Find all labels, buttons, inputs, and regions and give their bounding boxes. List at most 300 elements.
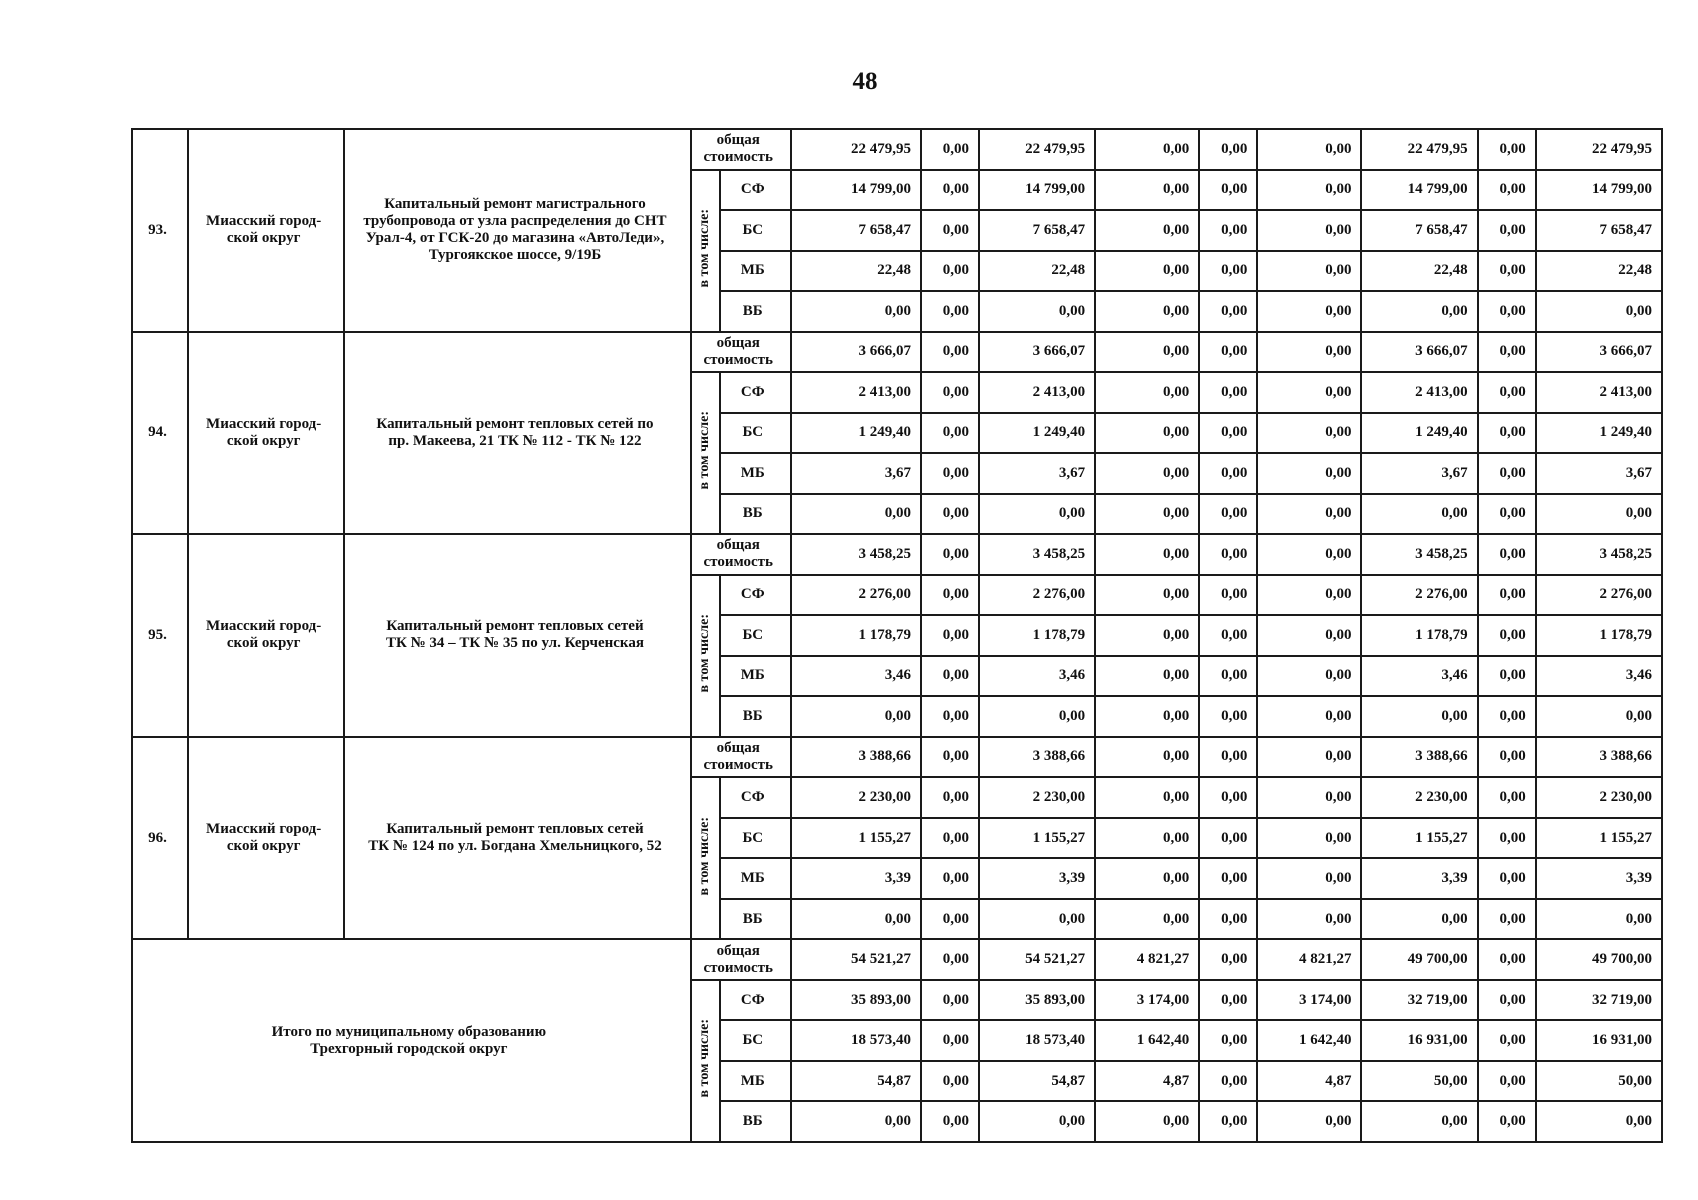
source-label: СФ xyxy=(720,980,791,1021)
value-cell: 0,00 xyxy=(1095,1101,1199,1142)
value-cell: 0,00 xyxy=(1257,615,1361,656)
value-cell: 0,00 xyxy=(1478,453,1536,494)
value-cell: 0,00 xyxy=(921,372,979,413)
project-description-line: ТК № 124 по ул. Богдана Хмельницкого, 52 xyxy=(368,838,662,855)
table-row xyxy=(132,534,1662,575)
total-label-line: Итого по муниципальному образованию xyxy=(271,1023,547,1040)
value-cell: 2 230,00 xyxy=(979,777,1095,818)
value-cell: 0,00 xyxy=(1478,372,1536,413)
value-cell: 0,00 xyxy=(1257,858,1361,899)
value-cell: 2 230,00 xyxy=(1536,777,1662,818)
source-label: БС xyxy=(720,210,791,251)
value-cell: 54 521,27 xyxy=(979,939,1095,980)
including-text: в том числе: xyxy=(696,411,712,490)
value-cell: 0,00 xyxy=(1199,494,1257,535)
municipality-line: ской округ xyxy=(226,635,301,652)
value-cell: 0,00 xyxy=(1478,615,1536,656)
project-description-line: Капитальный ремонт магистрального xyxy=(384,196,646,213)
source-label: ВБ xyxy=(720,899,791,940)
project-description-line: ТК № 34 – ТК № 35 по ул. Керченская xyxy=(385,635,644,652)
value-cell: 0,00 xyxy=(1257,453,1361,494)
value-cell: 0,00 xyxy=(921,291,979,332)
value-cell: 7 658,47 xyxy=(979,210,1095,251)
value-cell: 0,00 xyxy=(1199,615,1257,656)
value-cell: 0,00 xyxy=(1478,170,1536,211)
value-cell: 2 413,00 xyxy=(1361,372,1477,413)
value-cell: 32 719,00 xyxy=(1536,980,1662,1021)
value-cell: 0,00 xyxy=(1361,899,1477,940)
value-cell: 0,00 xyxy=(921,1061,979,1102)
value-cell: 0,00 xyxy=(1199,251,1257,292)
value-cell: 0,00 xyxy=(1536,494,1662,535)
value-cell: 1 249,40 xyxy=(979,413,1095,454)
source-label: БС xyxy=(720,818,791,859)
value-cell: 0,00 xyxy=(921,575,979,616)
value-cell: 0,00 xyxy=(1478,494,1536,535)
value-cell: 0,00 xyxy=(979,899,1095,940)
value-cell: 0,00 xyxy=(979,696,1095,737)
value-cell: 22,48 xyxy=(791,251,921,292)
value-cell: 50,00 xyxy=(1361,1061,1477,1102)
project-description xyxy=(344,332,690,535)
value-cell: 3 666,07 xyxy=(1361,332,1477,373)
value-cell: 3,67 xyxy=(979,453,1095,494)
value-cell: 22 479,95 xyxy=(1536,129,1662,170)
value-cell: 22 479,95 xyxy=(1361,129,1477,170)
value-cell: 1 249,40 xyxy=(791,413,921,454)
value-cell: 0,00 xyxy=(1478,1101,1536,1142)
value-cell: 0,00 xyxy=(921,534,979,575)
total-row xyxy=(132,939,1662,980)
value-cell: 22 479,95 xyxy=(791,129,921,170)
value-cell: 1 642,40 xyxy=(1257,1020,1361,1061)
value-cell: 0,00 xyxy=(1199,1061,1257,1102)
value-cell: 2 413,00 xyxy=(1536,372,1662,413)
value-cell: 54,87 xyxy=(979,1061,1095,1102)
project-index: 96. xyxy=(132,737,188,940)
value-cell: 2 276,00 xyxy=(791,575,921,616)
project-description xyxy=(344,737,690,940)
value-cell: 0,00 xyxy=(1199,291,1257,332)
value-cell: 0,00 xyxy=(1478,413,1536,454)
value-cell: 0,00 xyxy=(1199,737,1257,778)
value-cell: 0,00 xyxy=(921,413,979,454)
value-cell: 1 178,79 xyxy=(1361,615,1477,656)
value-cell: 0,00 xyxy=(1478,858,1536,899)
value-cell: 0,00 xyxy=(1199,575,1257,616)
value-cell: 0,00 xyxy=(1199,1020,1257,1061)
value-cell: 0,00 xyxy=(1095,615,1199,656)
value-cell: 0,00 xyxy=(1257,656,1361,697)
value-cell: 0,00 xyxy=(1478,818,1536,859)
value-cell: 3 458,25 xyxy=(791,534,921,575)
source-label: ВБ xyxy=(720,494,791,535)
value-cell: 3,46 xyxy=(791,656,921,697)
value-cell: 4,87 xyxy=(1095,1061,1199,1102)
value-cell: 0,00 xyxy=(1257,210,1361,251)
value-cell: 32 719,00 xyxy=(1361,980,1477,1021)
value-cell: 0,00 xyxy=(1478,575,1536,616)
value-cell: 2 276,00 xyxy=(1361,575,1477,616)
value-cell: 0,00 xyxy=(1095,777,1199,818)
value-cell: 0,00 xyxy=(1257,129,1361,170)
value-cell: 0,00 xyxy=(1199,777,1257,818)
value-cell: 0,00 xyxy=(1095,696,1199,737)
value-cell: 14 799,00 xyxy=(979,170,1095,211)
value-cell: 0,00 xyxy=(791,494,921,535)
value-cell: 0,00 xyxy=(1257,696,1361,737)
value-cell: 4 821,27 xyxy=(1095,939,1199,980)
project-index: 95. xyxy=(132,534,188,737)
value-cell: 0,00 xyxy=(1478,1061,1536,1102)
value-cell: 0,00 xyxy=(1095,413,1199,454)
value-cell: 2 413,00 xyxy=(979,372,1095,413)
value-cell: 0,00 xyxy=(1257,372,1361,413)
value-cell: 1 155,27 xyxy=(791,818,921,859)
value-cell: 0,00 xyxy=(791,291,921,332)
value-cell: 0,00 xyxy=(1361,1101,1477,1142)
value-cell: 0,00 xyxy=(1257,1101,1361,1142)
value-cell: 0,00 xyxy=(1199,413,1257,454)
value-cell: 0,00 xyxy=(979,1101,1095,1142)
value-cell: 0,00 xyxy=(921,980,979,1021)
value-cell: 3,39 xyxy=(979,858,1095,899)
value-cell: 0,00 xyxy=(921,453,979,494)
value-cell: 0,00 xyxy=(1199,332,1257,373)
value-cell: 0,00 xyxy=(921,899,979,940)
source-label: СФ xyxy=(720,777,791,818)
value-cell: 14 799,00 xyxy=(791,170,921,211)
value-cell: 1 155,27 xyxy=(1361,818,1477,859)
cost-label-line: общая xyxy=(716,334,760,351)
value-cell: 0,00 xyxy=(979,494,1095,535)
value-cell: 14 799,00 xyxy=(1361,170,1477,211)
value-cell: 3,39 xyxy=(791,858,921,899)
value-cell: 3,39 xyxy=(1361,858,1477,899)
table-row xyxy=(132,129,1662,170)
source-label: СФ xyxy=(720,372,791,413)
value-cell: 0,00 xyxy=(1536,899,1662,940)
value-cell: 1 178,79 xyxy=(979,615,1095,656)
value-cell: 3 388,66 xyxy=(1361,737,1477,778)
value-cell: 1 155,27 xyxy=(1536,818,1662,859)
value-cell: 3,46 xyxy=(1536,656,1662,697)
value-cell: 35 893,00 xyxy=(979,980,1095,1021)
municipality xyxy=(188,534,344,737)
value-cell: 22 479,95 xyxy=(979,129,1095,170)
including-text: в том числе: xyxy=(696,816,712,895)
value-cell: 0,00 xyxy=(1199,210,1257,251)
page-number: 48 xyxy=(852,68,878,95)
municipality-line: Миасский город- xyxy=(206,821,322,838)
municipality-line: ской округ xyxy=(226,432,301,449)
value-cell: 0,00 xyxy=(1199,656,1257,697)
funding-table xyxy=(131,128,1663,1143)
value-cell: 0,00 xyxy=(921,939,979,980)
project-description-line: Капитальный ремонт тепловых сетей по xyxy=(376,415,654,432)
municipality-line: Миасский город- xyxy=(206,415,322,432)
value-cell: 0,00 xyxy=(1095,291,1199,332)
value-cell: 3 388,66 xyxy=(979,737,1095,778)
value-cell: 0,00 xyxy=(1257,291,1361,332)
municipality xyxy=(188,737,344,940)
value-cell: 0,00 xyxy=(1478,696,1536,737)
source-label: МБ xyxy=(720,656,791,697)
value-cell: 0,00 xyxy=(921,777,979,818)
cost-label-line: стоимость xyxy=(703,149,773,166)
value-cell: 3,67 xyxy=(1361,453,1477,494)
value-cell: 3 666,07 xyxy=(1536,332,1662,373)
value-cell: 0,00 xyxy=(1478,534,1536,575)
value-cell: 0,00 xyxy=(1095,899,1199,940)
value-cell: 0,00 xyxy=(1199,696,1257,737)
value-cell: 3,46 xyxy=(1361,656,1477,697)
value-cell: 0,00 xyxy=(1095,858,1199,899)
value-cell: 0,00 xyxy=(1361,291,1477,332)
value-cell: 22,48 xyxy=(1536,251,1662,292)
municipality xyxy=(188,129,344,332)
value-cell: 2 276,00 xyxy=(1536,575,1662,616)
value-cell: 0,00 xyxy=(921,494,979,535)
value-cell: 0,00 xyxy=(921,858,979,899)
value-cell: 0,00 xyxy=(791,899,921,940)
value-cell: 0,00 xyxy=(1199,1101,1257,1142)
value-cell: 0,00 xyxy=(1095,656,1199,697)
cost-label-line: стоимость xyxy=(703,959,773,976)
value-cell: 0,00 xyxy=(921,332,979,373)
value-cell: 3,46 xyxy=(979,656,1095,697)
value-cell: 0,00 xyxy=(921,1101,979,1142)
value-cell: 0,00 xyxy=(921,656,979,697)
source-label: ВБ xyxy=(720,696,791,737)
value-cell: 0,00 xyxy=(921,818,979,859)
source-label: МБ xyxy=(720,858,791,899)
source-label: БС xyxy=(720,1020,791,1061)
value-cell: 3 174,00 xyxy=(1095,980,1199,1021)
municipality xyxy=(188,332,344,535)
value-cell: 0,00 xyxy=(1199,939,1257,980)
table-row xyxy=(132,332,1662,373)
value-cell: 0,00 xyxy=(1536,1101,1662,1142)
value-cell: 0,00 xyxy=(1478,332,1536,373)
value-cell: 0,00 xyxy=(1257,534,1361,575)
cost-label-line: стоимость xyxy=(703,351,773,368)
value-cell: 50,00 xyxy=(1536,1061,1662,1102)
value-cell: 0,00 xyxy=(1095,818,1199,859)
including-label xyxy=(691,170,720,332)
value-cell: 0,00 xyxy=(1478,129,1536,170)
value-cell: 22,48 xyxy=(1361,251,1477,292)
including-label xyxy=(691,372,720,534)
value-cell: 0,00 xyxy=(1257,332,1361,373)
value-cell: 3 388,66 xyxy=(1536,737,1662,778)
value-cell: 1 178,79 xyxy=(791,615,921,656)
source-label: ВБ xyxy=(720,291,791,332)
value-cell: 7 658,47 xyxy=(791,210,921,251)
value-cell: 0,00 xyxy=(1095,575,1199,616)
value-cell: 0,00 xyxy=(1095,372,1199,413)
source-label: СФ xyxy=(720,170,791,211)
value-cell: 0,00 xyxy=(1478,777,1536,818)
cost-label-line: общая xyxy=(716,739,760,756)
value-cell: 0,00 xyxy=(921,1020,979,1061)
value-cell: 0,00 xyxy=(1361,494,1477,535)
value-cell: 0,00 xyxy=(1199,129,1257,170)
value-cell: 49 700,00 xyxy=(1361,939,1477,980)
total-label xyxy=(132,939,691,1142)
value-cell: 18 573,40 xyxy=(979,1020,1095,1061)
value-cell: 2 230,00 xyxy=(1361,777,1477,818)
value-cell: 0,00 xyxy=(1257,251,1361,292)
value-cell: 0,00 xyxy=(1095,210,1199,251)
total-cost-label xyxy=(691,939,791,980)
value-cell: 0,00 xyxy=(1478,291,1536,332)
value-cell: 3,39 xyxy=(1536,858,1662,899)
value-cell: 0,00 xyxy=(1257,737,1361,778)
value-cell: 0,00 xyxy=(1095,251,1199,292)
value-cell: 0,00 xyxy=(1199,372,1257,413)
value-cell: 3,67 xyxy=(1536,453,1662,494)
including-label xyxy=(691,575,720,737)
value-cell: 1 155,27 xyxy=(979,818,1095,859)
value-cell: 7 658,47 xyxy=(1361,210,1477,251)
value-cell: 2 230,00 xyxy=(791,777,921,818)
project-description-line: Капитальный ремонт тепловых сетей xyxy=(386,618,644,635)
value-cell: 0,00 xyxy=(1199,980,1257,1021)
value-cell: 7 658,47 xyxy=(1536,210,1662,251)
value-cell: 16 931,00 xyxy=(1361,1020,1477,1061)
cost-label-line: стоимость xyxy=(703,554,773,571)
value-cell: 0,00 xyxy=(1257,170,1361,211)
value-cell: 22,48 xyxy=(979,251,1095,292)
value-cell: 0,00 xyxy=(1478,656,1536,697)
municipality-line: Миасский город- xyxy=(206,618,322,635)
cost-label-line: общая xyxy=(716,942,760,959)
value-cell: 4,87 xyxy=(1257,1061,1361,1102)
including-label xyxy=(691,777,720,939)
value-cell: 1 249,40 xyxy=(1536,413,1662,454)
value-cell: 35 893,00 xyxy=(791,980,921,1021)
project-description-line: Урал-4, от ГСК-20 до магазина «АвтоЛеди», xyxy=(365,230,665,247)
value-cell: 4 821,27 xyxy=(1257,939,1361,980)
project-description-line: пр. Макеева, 21 ТК № 112 - ТК № 122 xyxy=(388,432,642,449)
value-cell: 0,00 xyxy=(1478,737,1536,778)
source-label: МБ xyxy=(720,1061,791,1102)
municipality-line: ской округ xyxy=(226,230,301,247)
value-cell: 0,00 xyxy=(1095,737,1199,778)
value-cell: 0,00 xyxy=(1478,210,1536,251)
value-cell: 3 458,25 xyxy=(1361,534,1477,575)
project-index: 93. xyxy=(132,129,188,332)
value-cell: 0,00 xyxy=(1199,453,1257,494)
value-cell: 0,00 xyxy=(1199,858,1257,899)
value-cell: 0,00 xyxy=(1257,818,1361,859)
value-cell: 0,00 xyxy=(1095,129,1199,170)
municipality-line: Миасский город- xyxy=(206,213,322,230)
value-cell: 2 276,00 xyxy=(979,575,1095,616)
including-text: в том числе: xyxy=(696,613,712,693)
value-cell: 3 458,25 xyxy=(1536,534,1662,575)
value-cell: 0,00 xyxy=(921,737,979,778)
value-cell: 3 458,25 xyxy=(979,534,1095,575)
source-label: ВБ xyxy=(720,1101,791,1142)
value-cell: 0,00 xyxy=(921,251,979,292)
value-cell: 54,87 xyxy=(791,1061,921,1102)
value-cell: 0,00 xyxy=(921,170,979,211)
source-label: БС xyxy=(720,413,791,454)
project-description xyxy=(344,129,690,332)
cost-label-line: общая xyxy=(716,537,760,554)
total-label-line: Трехгорный городской округ xyxy=(310,1040,508,1057)
value-cell: 3 388,66 xyxy=(791,737,921,778)
value-cell: 1 642,40 xyxy=(1095,1020,1199,1061)
value-cell: 0,00 xyxy=(791,696,921,737)
value-cell: 14 799,00 xyxy=(1536,170,1662,211)
value-cell: 18 573,40 xyxy=(791,1020,921,1061)
value-cell: 0,00 xyxy=(1095,170,1199,211)
value-cell: 0,00 xyxy=(1536,696,1662,737)
value-cell: 0,00 xyxy=(1257,899,1361,940)
cost-label-line: стоимость xyxy=(703,756,773,773)
total-cost-label xyxy=(691,129,791,170)
value-cell: 0,00 xyxy=(1199,170,1257,211)
value-cell: 0,00 xyxy=(1361,696,1477,737)
value-cell: 0,00 xyxy=(1257,494,1361,535)
value-cell: 0,00 xyxy=(1257,575,1361,616)
value-cell: 0,00 xyxy=(1199,899,1257,940)
municipality-line: ской округ xyxy=(226,838,301,855)
project-description xyxy=(344,534,690,737)
including-text: в том числе: xyxy=(696,1019,712,1098)
value-cell: 0,00 xyxy=(921,696,979,737)
total-cost-label xyxy=(691,534,791,575)
value-cell: 0,00 xyxy=(979,291,1095,332)
value-cell: 3 174,00 xyxy=(1257,980,1361,1021)
source-label: СФ xyxy=(720,575,791,616)
project-index: 94. xyxy=(132,332,188,535)
value-cell: 16 931,00 xyxy=(1536,1020,1662,1061)
value-cell: 3 666,07 xyxy=(791,332,921,373)
value-cell: 0,00 xyxy=(1199,534,1257,575)
value-cell: 0,00 xyxy=(1095,534,1199,575)
value-cell: 0,00 xyxy=(1478,980,1536,1021)
table-row xyxy=(132,737,1662,778)
project-description-line: Капитальный ремонт тепловых сетей xyxy=(386,821,644,838)
value-cell: 0,00 xyxy=(1095,453,1199,494)
value-cell: 1 178,79 xyxy=(1536,615,1662,656)
project-description-line: Тургоякское шоссе, 9/19Б xyxy=(428,247,602,264)
value-cell: 0,00 xyxy=(1536,291,1662,332)
value-cell: 3 666,07 xyxy=(979,332,1095,373)
value-cell: 0,00 xyxy=(921,129,979,170)
value-cell: 0,00 xyxy=(1478,1020,1536,1061)
total-cost-label xyxy=(691,332,791,373)
value-cell: 49 700,00 xyxy=(1536,939,1662,980)
value-cell: 2 413,00 xyxy=(791,372,921,413)
value-cell: 0,00 xyxy=(1257,413,1361,454)
value-cell: 3,67 xyxy=(791,453,921,494)
value-cell: 0,00 xyxy=(1478,251,1536,292)
including-text: в том числе: xyxy=(696,208,712,288)
table-body xyxy=(132,129,1662,1142)
project-description-line: трубопровода от узла распределения до СНТ xyxy=(363,213,667,230)
value-cell: 1 249,40 xyxy=(1361,413,1477,454)
value-cell: 0,00 xyxy=(921,615,979,656)
value-cell: 0,00 xyxy=(1478,939,1536,980)
including-label xyxy=(691,980,720,1142)
value-cell: 0,00 xyxy=(1478,899,1536,940)
value-cell: 0,00 xyxy=(1257,777,1361,818)
